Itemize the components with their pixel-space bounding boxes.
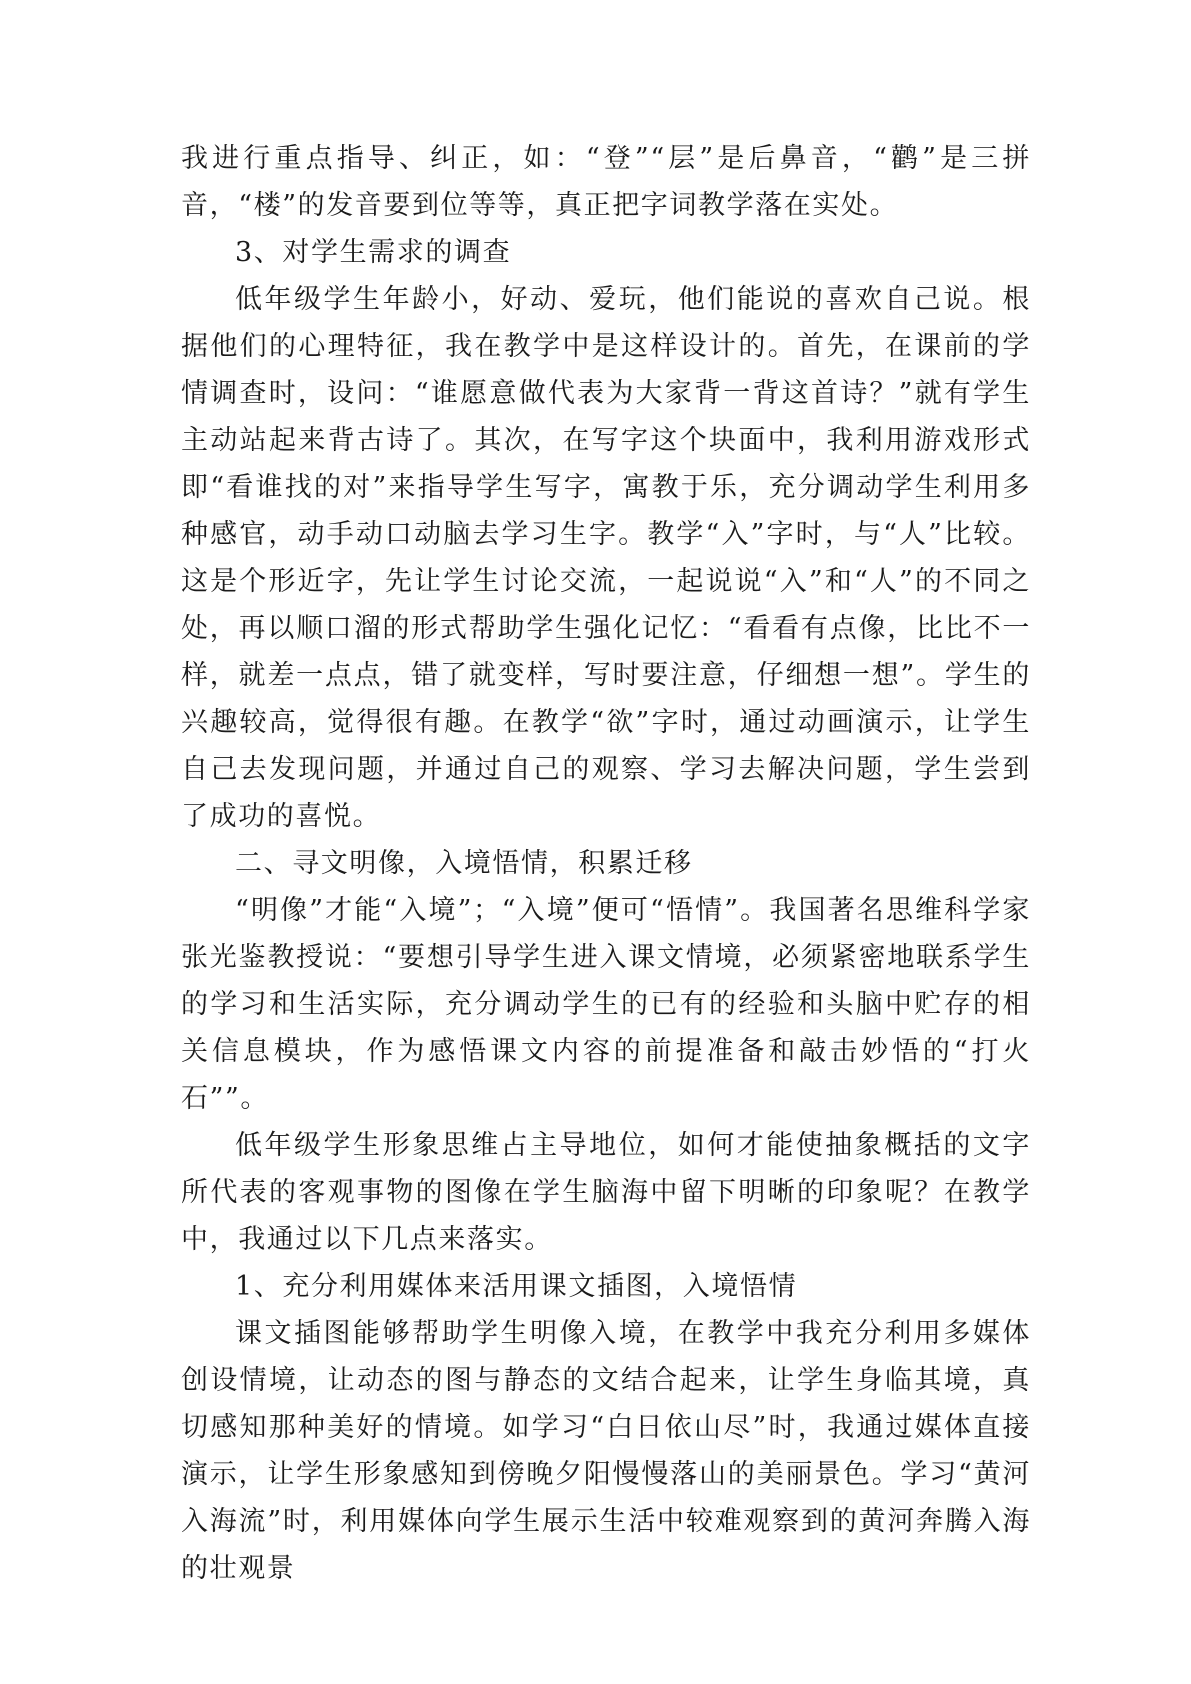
paragraph-student-needs: 低年级学生年龄小，好动、爱玩，他们能说的喜欢自己说。根据他们的心理特征，我在教学中是这样设计的。首先，在课前的学情调查时，设问：“谁愿意做代表为大家背一背这首诗？”就有学生主动站起来背古诗了。其次，在写字这个块面中，我利用游戏形式即“看谁找的对”来指导学生写字，寓教于乐，充分调动学生利用多种感官，动手动口动脑去学习生字。教学“入”字时，与“人”比较。这是个形近字，先让学生讨论交流，一起说说“入”和“人”的不同之处，再以顺口溜的形式帮助学生强化记忆：“看看有点像，比比不一样，就差一点点，错了就变样，写时要注意，仔细想一想”。学生的兴趣较高，觉得很有趣。在教学“欲”字时，通过动画演示，让学生自己去发现问题，并通过自己的观察、学习去解决问题，学生尝到了成功的喜悦。 bbox=[181, 284, 1031, 832]
section-heading-two: 二、寻文明像，入境悟情，积累迁移 bbox=[235, 848, 693, 879]
paragraph-media: 课文插图能够帮助学生明像入境，在教学中我充分利用多媒体创设情境，让动态的图与静态的文结合起来，让学生身临其境，真切感知那种美好的情境。如学习“白日依山尽”时，我通过媒体直接演示，让学生形象感知到傍晚夕阳慢慢落山的美丽景色。学习“黄河入海流”时，利用媒体向学生展示生活中较难观察到的黄河奔腾入海的壮观景 bbox=[181, 1318, 1031, 1584]
subheading-media: 1、充分利用媒体来活用课文插图，入境悟情 bbox=[235, 1271, 798, 1302]
document-body bbox=[181, 135, 1031, 1592]
paragraph-continuation: 我进行重点指导、纠正，如：“登”“层”是后鼻音，“鹳”是三拼音，“楼”的发音要到位等等，真正把字词教学落在实处。 bbox=[181, 143, 1031, 221]
paragraph-quote: “明像”才能“入境”；“入境”便可“悟情”。我国著名思维科学家张光鉴教授说：“要想引导学生进入课文情境，必须紧密地联系学生的学习和生活实际，充分调动学生的已有的经验和头脑中贮存的相关信息模块，作为感悟课文内容的前提准备和敲击妙悟的“打火石””。 bbox=[181, 895, 1031, 1114]
subheading-student-needs: 3、对学生需求的调查 bbox=[235, 237, 512, 268]
paragraph-imagery: 低年级学生形象思维占主导地位，如何才能使抽象概括的文字所代表的客观事物的图像在学生脑海中留下明晰的印象呢？在教学中，我通过以下几点来落实。 bbox=[181, 1130, 1031, 1255]
